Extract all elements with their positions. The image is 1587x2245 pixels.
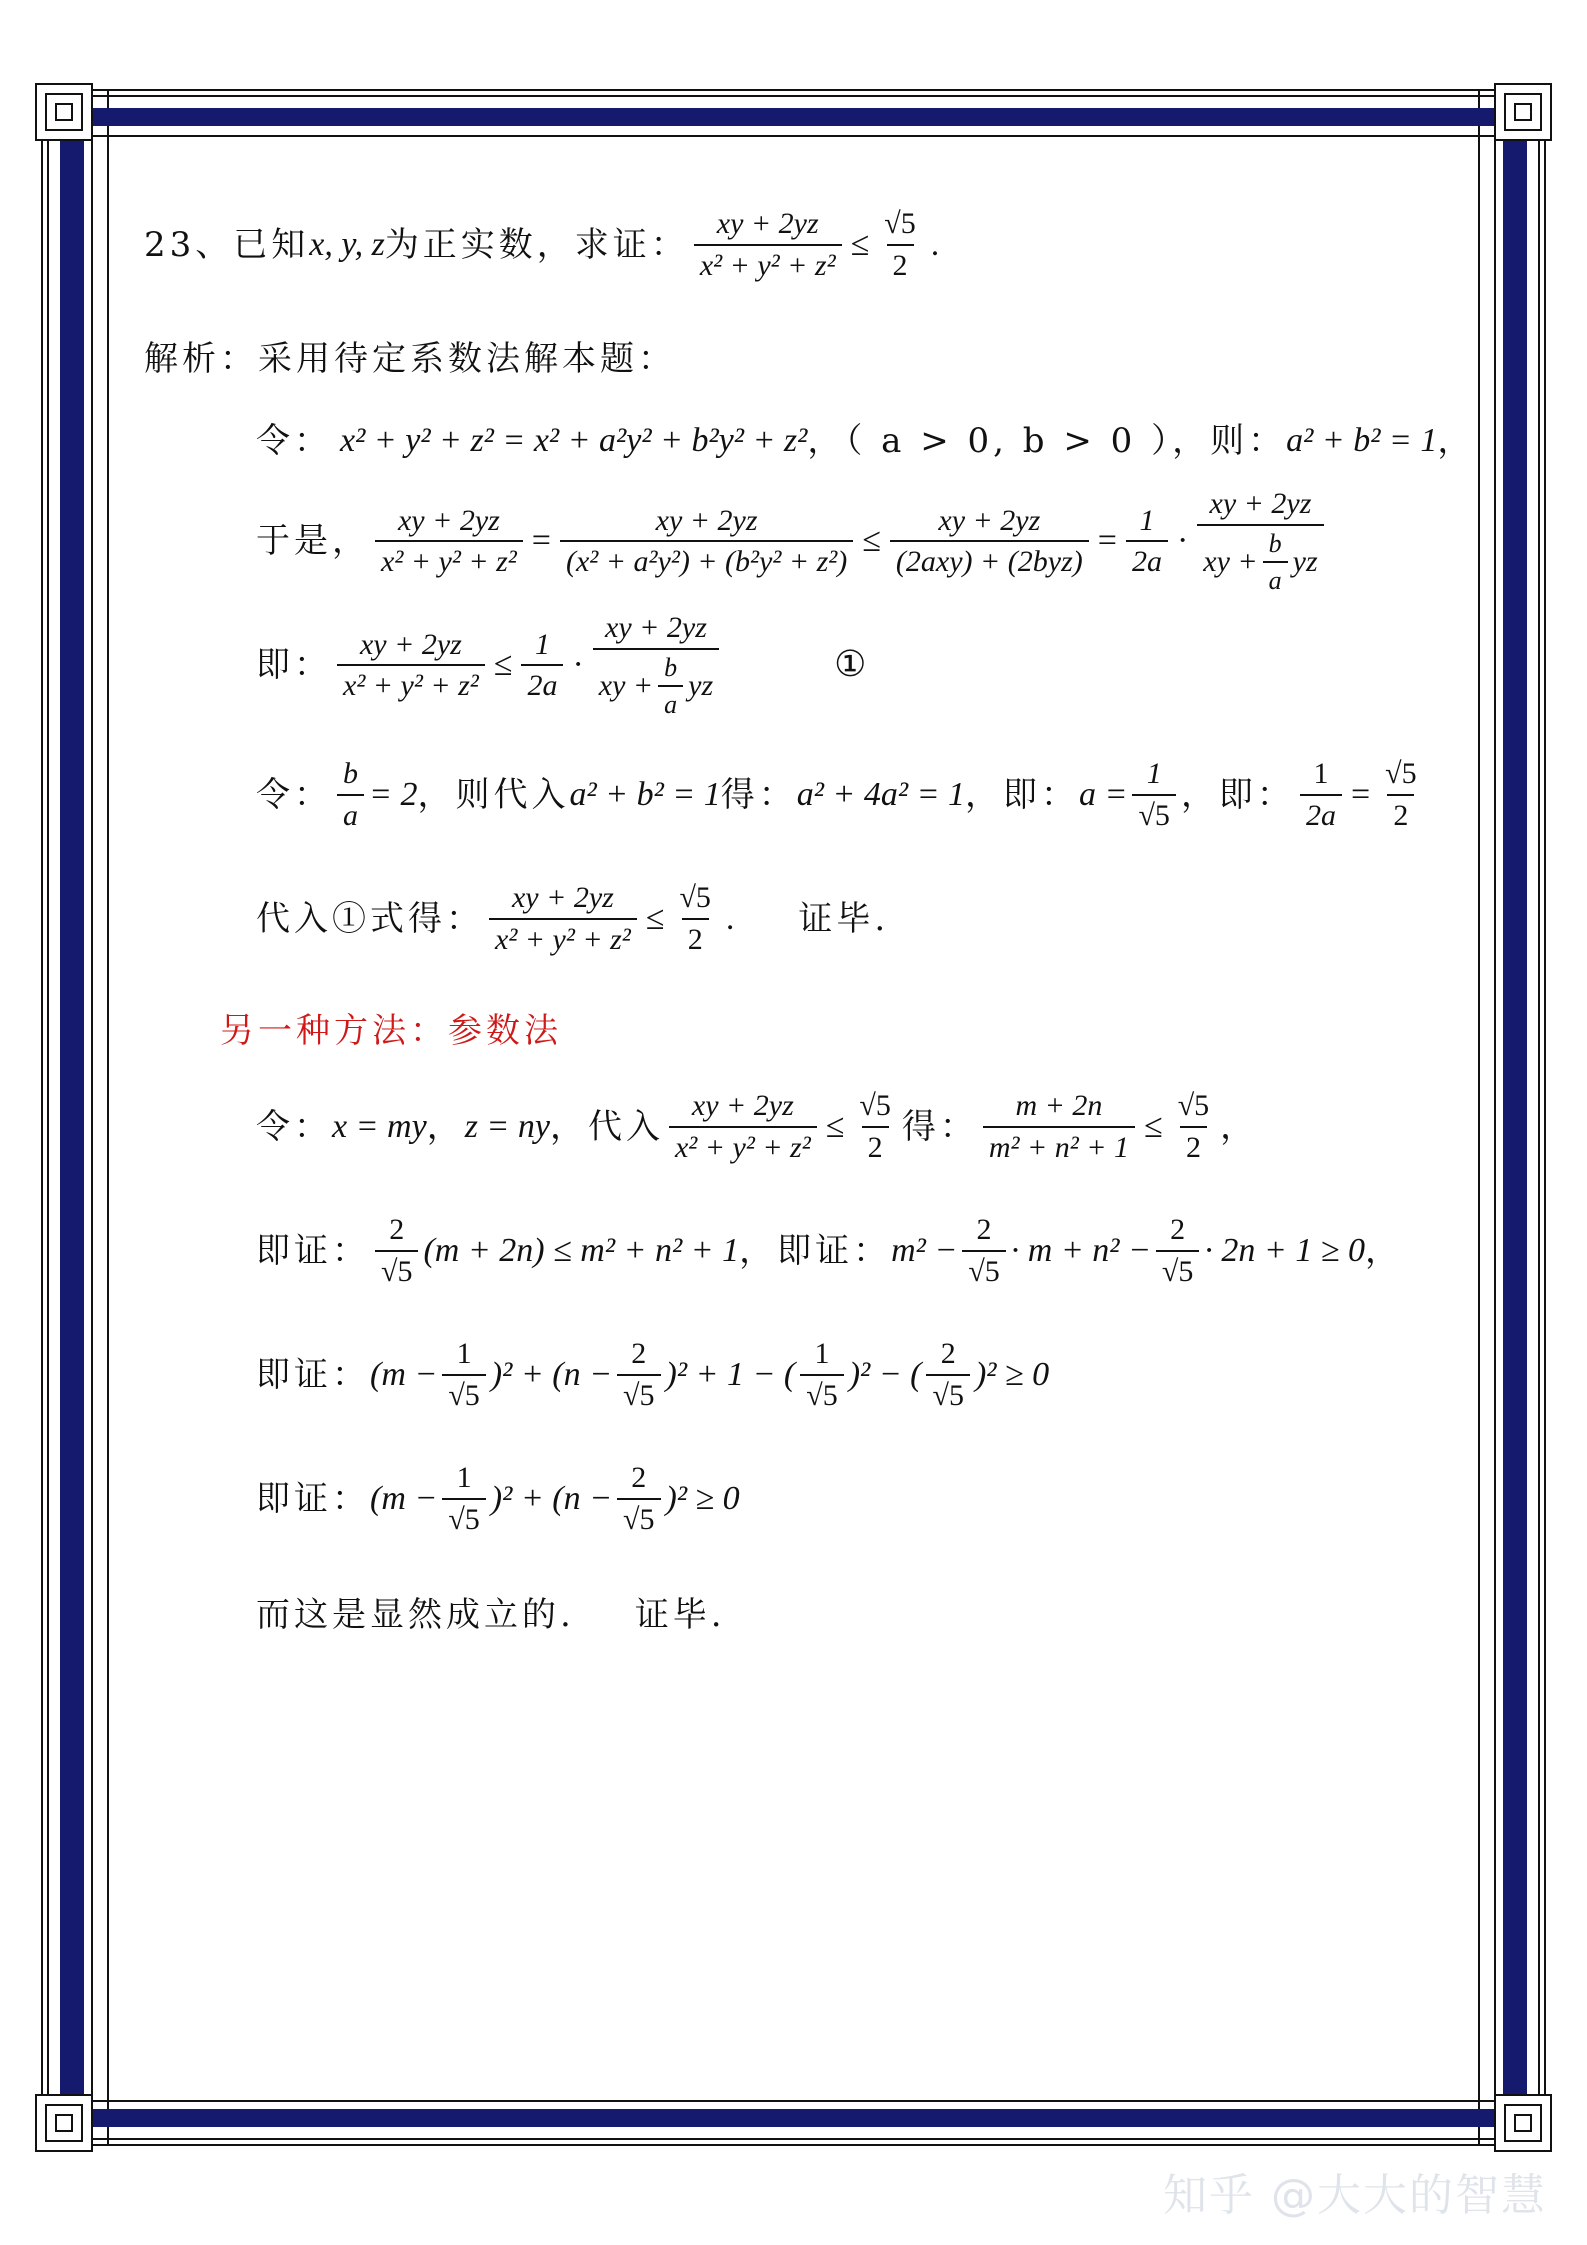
- step-lead: 即证：: [256, 1230, 370, 1271]
- fraction-numerator: 2: [389, 1213, 405, 1246]
- text: ，代入: [549, 1106, 664, 1147]
- fraction-numerator: √5: [679, 881, 711, 914]
- fraction-numerator: 2: [940, 1337, 956, 1370]
- fraction-denominator: 2: [1387, 794, 1414, 832]
- fraction: [375, 505, 523, 578]
- nested-fraction: [1263, 530, 1288, 595]
- fraction-denominator: √5: [442, 1374, 485, 1412]
- fraction-denominator: √5: [1132, 794, 1175, 832]
- fraction-denominator: 2: [682, 918, 709, 956]
- fraction-numerator: 1: [456, 1461, 472, 1494]
- fraction-numerator: xy + 2yz: [691, 1089, 794, 1122]
- problem-rhs-fraction: [878, 208, 921, 281]
- equation: )² ≥ 0: [974, 1355, 1050, 1393]
- fraction-denominator: (x² + a²y²) + (b²y² + z²): [560, 540, 853, 578]
- step-8: [256, 1338, 1049, 1411]
- fraction-numerator: xy + 2yz: [655, 503, 758, 537]
- fraction-numerator: b: [1268, 528, 1282, 558]
- step1-equation: x² + y² + z² = x² + a²y² + b²y² + z²: [340, 422, 808, 459]
- step-5: [256, 882, 889, 955]
- equation: (m + 2n) ≤ m² + n² + 1: [423, 1231, 740, 1269]
- fraction-numerator: 2: [1170, 1213, 1186, 1246]
- step-9: [256, 1462, 740, 1535]
- fraction: [800, 1338, 843, 1411]
- text: ，即证：: [739, 1230, 892, 1271]
- equation: )² + (n −: [490, 1479, 613, 1517]
- fraction-denominator: x² + y² + z²: [694, 244, 842, 282]
- equation: a² + b² = 1: [569, 775, 721, 813]
- fraction-numerator: xy + 2yz: [397, 503, 500, 537]
- fraction: [442, 1462, 485, 1535]
- step-lead: 即：: [256, 645, 332, 686]
- text: 得：: [901, 1106, 978, 1147]
- fraction-denominator: (2axy) + (2byz): [890, 540, 1089, 578]
- fraction-numerator: √5: [1177, 1089, 1210, 1122]
- period: .: [725, 899, 735, 937]
- equation: )² ≥ 0: [665, 1479, 740, 1517]
- fraction-numerator: √5: [859, 1089, 891, 1122]
- fraction-numerator: b: [664, 652, 678, 682]
- fraction-numerator: xy + 2yz: [716, 207, 819, 240]
- problem-mid: 为正实数，求证：: [384, 224, 689, 265]
- fraction-numerator: 1: [534, 627, 550, 661]
- equation: m² −: [891, 1231, 958, 1269]
- denominator-part: xy +: [1203, 545, 1258, 579]
- fraction: [983, 1090, 1135, 1163]
- fraction: [962, 1214, 1005, 1287]
- fraction: [673, 882, 716, 955]
- fraction-numerator: xy + 2yz: [359, 627, 462, 661]
- fraction: [1172, 1090, 1215, 1163]
- method-2-title: 另一种方法：参数法: [220, 1011, 562, 1051]
- fraction-denominator: 2a: [521, 664, 563, 702]
- circled-one-marker: ①: [834, 644, 867, 686]
- fraction-denominator: x² + y² + z²: [375, 540, 523, 578]
- fraction-denominator: √5: [800, 1374, 843, 1412]
- fraction-denominator: a: [1263, 561, 1288, 594]
- fraction-numerator: xy + 2yz: [938, 503, 1041, 537]
- fraction: [1156, 1214, 1199, 1287]
- fraction-denominator: x² + y² + z²: [489, 918, 637, 956]
- fraction-numerator: 1: [1139, 503, 1155, 537]
- fraction-numerator: m + 2n: [1015, 1089, 1103, 1122]
- fraction-denominator: x² + y² + z²: [669, 1126, 817, 1164]
- equation: (m −: [370, 1355, 438, 1393]
- fraction-denominator: √5: [962, 1250, 1005, 1288]
- leq-symbol: ≤: [1144, 1107, 1163, 1145]
- equation: )² − (: [848, 1355, 922, 1393]
- fraction: [890, 505, 1089, 578]
- qed-text: 证毕.: [798, 898, 890, 939]
- step-lead: 令：: [256, 421, 332, 461]
- fraction-numerator: 1: [1146, 757, 1162, 790]
- fraction: [669, 1090, 817, 1163]
- fraction-denominator: 2: [1180, 1126, 1207, 1164]
- comma: ，: [1365, 1230, 1403, 1271]
- fraction: [853, 1090, 896, 1163]
- step-lead: 令：: [256, 1106, 332, 1147]
- step-2: 于是， $\frac{xy + 2yz}{\text{x² + y² + z²}}$ = $\frac{xy + 2yz}{\text{(x² + a²y²) + (b²y² + z²)}}$ ≤ $\frac{xy + 2yz}{\text{(2axy) + (2byz)}}$ = $\frac{1}{2a}$ · xy + 2yz xy + $\frac{b}{a}$ yz: [256, 488, 1329, 594]
- fraction-numerator: 1: [456, 1337, 472, 1370]
- problem-statement: [144, 208, 943, 281]
- step1-condition: ，（ a > 0, b > 0 ），则：: [807, 421, 1287, 461]
- step1-relation: a² + b² = 1: [1286, 422, 1438, 459]
- problem-vars: x, y, z: [309, 225, 385, 263]
- equation: )² + (n −: [490, 1355, 613, 1393]
- fraction: [926, 1338, 969, 1411]
- denominator-part: xy +: [598, 669, 654, 703]
- fraction-denominator: [593, 648, 719, 719]
- fraction: [489, 882, 637, 955]
- fraction: [560, 505, 853, 578]
- fraction: [375, 1214, 418, 1287]
- nested-fraction: [658, 654, 683, 719]
- denominator-part: yz: [688, 669, 714, 703]
- fraction: [617, 1462, 660, 1535]
- step-lead: 于是，: [256, 521, 370, 562]
- fraction-denominator: [1197, 524, 1323, 595]
- fraction-denominator: √5: [617, 1374, 660, 1412]
- text: ，则代入: [417, 774, 570, 815]
- step-lead: 代入①式得：: [256, 898, 484, 939]
- step-6: [256, 1090, 1258, 1163]
- fraction-denominator: √5: [1156, 1250, 1199, 1288]
- equation: z = ny: [464, 1107, 550, 1145]
- equation: = 2: [369, 775, 418, 813]
- equation: a =: [1079, 775, 1128, 813]
- fraction: [1300, 758, 1342, 831]
- fraction-numerator: 2: [631, 1461, 647, 1494]
- period: .: [930, 225, 940, 263]
- fraction-denominator: a: [658, 685, 683, 718]
- fraction-numerator: xy + 2yz: [605, 611, 707, 644]
- comma: ，: [426, 1106, 465, 1147]
- equation: )² + 1 − (: [665, 1355, 796, 1393]
- fraction: [1132, 758, 1175, 831]
- comma: ，: [1437, 421, 1476, 461]
- fraction-numerator: xy + 2yz: [511, 881, 614, 914]
- text: 得：: [720, 774, 797, 815]
- fraction-numerator: 2: [976, 1213, 992, 1246]
- fraction-denominator: 2: [887, 244, 914, 282]
- analysis-heading: [144, 339, 676, 379]
- fraction-numerator: xy + 2yz: [1209, 487, 1312, 520]
- text: ，即：: [965, 774, 1080, 815]
- leq-symbol: ≤: [850, 225, 870, 263]
- watermark: 知乎 @大大的智慧: [1163, 2170, 1547, 2221]
- step-4: [256, 758, 1428, 831]
- fraction: [617, 1338, 660, 1411]
- fraction: [593, 612, 719, 718]
- step-lead: 即证：: [256, 1354, 370, 1395]
- text: ，即：: [1180, 774, 1295, 815]
- equals: =: [1350, 775, 1371, 813]
- fraction: [1126, 505, 1168, 578]
- fraction: [442, 1338, 485, 1411]
- qed-text: 证毕.: [634, 1595, 726, 1635]
- step-3: 即： $\frac{xy + 2yz}{\text{x² + y² + z²}}$ ≤ $\frac{1}{2a}$ · xy + 2yz xy + $\frac{b}{a}$ yz ①: [256, 611, 867, 719]
- fraction-denominator: √5: [442, 1498, 485, 1536]
- fraction: [1197, 488, 1323, 594]
- leq-symbol: ≤: [645, 899, 665, 937]
- equation: x = my: [332, 1107, 427, 1145]
- step-lead: 即证：: [256, 1478, 370, 1519]
- fraction-numerator: 2: [631, 1337, 647, 1370]
- conclusion: [256, 1595, 726, 1635]
- conclusion-text: 而这是显然成立的.: [256, 1595, 575, 1635]
- fraction-denominator: x² + y² + z²: [337, 664, 485, 702]
- fraction: [521, 629, 563, 702]
- fraction-numerator: 1: [1313, 757, 1329, 790]
- comma: ，: [1220, 1106, 1259, 1147]
- fraction: [1379, 758, 1422, 831]
- method-2-heading: [220, 1011, 562, 1051]
- fraction-denominator: 2: [862, 1126, 889, 1164]
- fraction-denominator: m² + n² + 1: [983, 1126, 1135, 1164]
- step-1: [256, 421, 1476, 461]
- equation: · m + n² −: [1010, 1231, 1151, 1269]
- equation: a² + 4a² = 1: [796, 775, 966, 813]
- fraction-denominator: a: [337, 794, 364, 832]
- fraction-denominator: √5: [375, 1250, 418, 1288]
- denominator-part: yz: [1292, 545, 1318, 579]
- problem-fraction: [694, 208, 842, 281]
- equation: · 2n + 1 ≥ 0: [1204, 1231, 1365, 1269]
- analysis-text: 解析：采用待定系数法解本题：: [144, 339, 676, 379]
- fraction-numerator: 1: [814, 1337, 830, 1370]
- fraction-denominator: √5: [617, 1498, 660, 1536]
- equation: (m −: [370, 1479, 438, 1517]
- fraction-numerator: √5: [1385, 757, 1417, 790]
- fraction: [337, 629, 485, 702]
- fraction-denominator: 2a: [1126, 540, 1168, 578]
- step-7: [256, 1214, 1403, 1287]
- problem-prefix: 23、已知: [144, 224, 310, 265]
- fraction-denominator: 2a: [1300, 794, 1342, 832]
- fraction-numerator: √5: [884, 207, 916, 240]
- fraction-numerator: b: [343, 757, 358, 790]
- leq-symbol: ≤: [825, 1107, 845, 1145]
- step-lead: 令：: [256, 774, 332, 815]
- fraction-denominator: √5: [926, 1374, 969, 1412]
- fraction: [337, 758, 364, 831]
